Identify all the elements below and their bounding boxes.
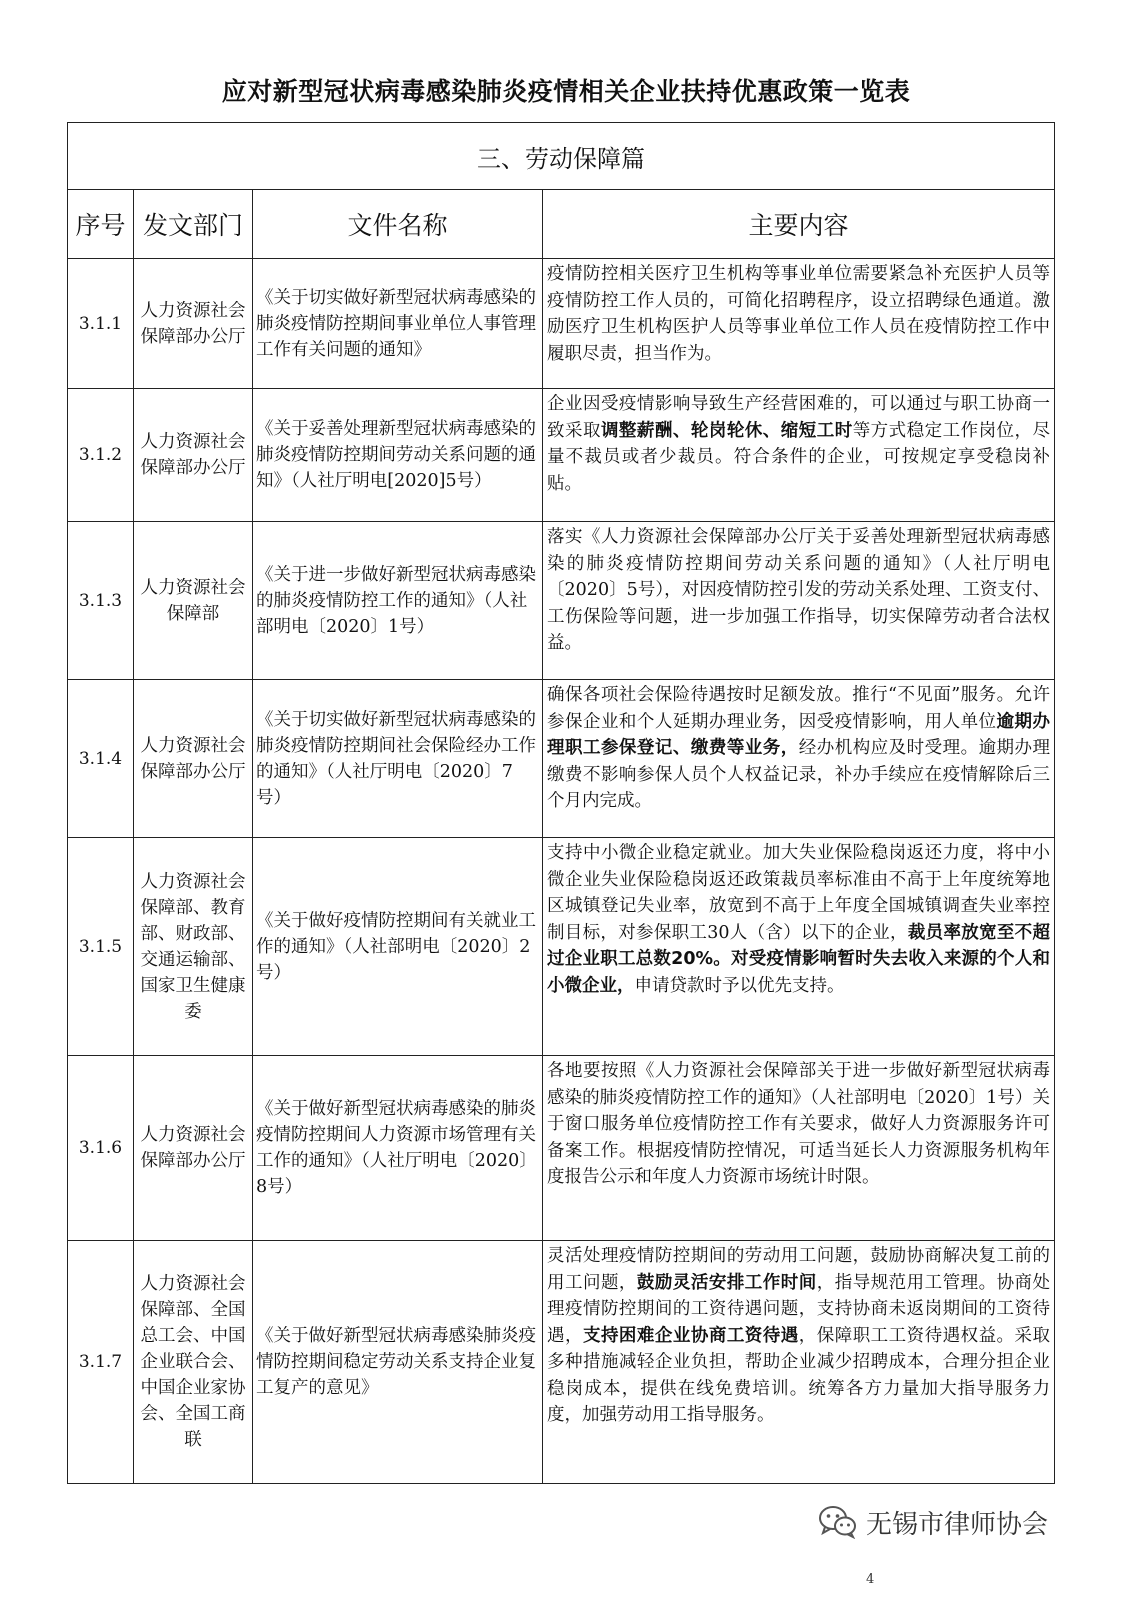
- header-content: 主要内容: [543, 190, 1055, 259]
- row-doc: 《关于做好新型冠状病毒感染的肺炎疫情防控期间人力资源市场管理有关工作的通知》（人社厅明电〔2020〕8号）: [253, 1056, 543, 1241]
- row-doc: 《关于妥善处理新型冠状病毒感染的肺炎疫情防控期间劳动关系问题的通知》（人社厅明电[2020]5号）: [253, 389, 543, 522]
- content-text: 各地要按照《人力资源社会保障部关于进一步做好新型冠状病毒感染的肺炎疫情防控工作的通知》（人社部明电〔2020〕1号）关于窗口服务单位疫情防控工作有关要求，做好人力资源服务许可备案工作。根据疫情防控情况，可适当延长人力资源服务机构年度报告公示和年度人力资源市场统计时限。: [547, 1061, 1050, 1187]
- row-num: 3.1.3: [68, 522, 134, 680]
- row-num: 3.1.5: [68, 838, 134, 1056]
- content-emphasis: 调整薪酬、轮岗轮休、缩短工时: [600, 420, 853, 441]
- header-row: [68, 190, 1055, 259]
- row-dept: 人力资源社会保障部办公厅: [134, 259, 253, 389]
- watermark-text: 无锡市律师协会: [866, 1509, 1049, 1540]
- row-content: [543, 389, 1055, 522]
- table-row: [68, 1056, 1055, 1241]
- content-text: 落实《人力资源社会保障部办公厅关于妥善处理新型冠状病毒感染的肺炎疫情防控期间劳动关系问题的通知》（人社厅明电〔2020〕5号），对因疫情防控引发的劳动关系处理、工资支付、工伤保险等问题，进一步加强工作指导，切实保障劳动者合法权益。: [547, 527, 1050, 653]
- content-text: ，指导规范用工管理。协商处理疫情防控期间的工资待遇问题，支持协商未返岗期间的工资待遇，: [547, 1272, 1051, 1346]
- row-num: 3.1.1: [68, 259, 134, 389]
- row-dept: 人力资源社会保障部、全国总工会、中国企业联合会、中国企业家协会、全国工商联: [134, 1241, 253, 1484]
- header-dept: 发文部门: [134, 190, 253, 259]
- row-num: 3.1.7: [68, 1241, 134, 1484]
- content-emphasis: 裁员率放宽至不超过企业职工总数20%。对受疫情影响暂时失去收入来源的个人和小微企业，: [547, 922, 1050, 996]
- row-dept: 人力资源社会保障部办公厅: [134, 1056, 253, 1241]
- content-text: 企业因受疫情影响导致生产经营困难的，可以通过与职工协商一致采取: [547, 394, 1050, 441]
- row-content: [543, 680, 1055, 838]
- row-dept: 人力资源社会保障部: [134, 522, 253, 680]
- row-doc: 《关于切实做好新型冠状病毒感染的肺炎疫情防控期间事业单位人事管理工作有关问题的通知》: [253, 259, 543, 389]
- table-row: [68, 680, 1055, 838]
- content-text: 支持中小微企业稳定就业。加大失业保险稳岗返还力度，将中小微企业失业保险稳岗返还政策裁员率标准由不高于上年度统筹地区城镇登记失业率，放宽到不高于上年度全国城镇调查失业率控制目标，对参保职工30人（含）以下的企业，: [547, 843, 1050, 943]
- row-dept: 人力资源社会保障部办公厅: [134, 680, 253, 838]
- row-content: [543, 838, 1055, 1056]
- row-dept: 人力资源社会保障部、教育部、财政部、交通运输部、国家卫生健康委: [134, 838, 253, 1056]
- content-text: 经办机构应及时受理。逾期办理缴费不影响参保人员个人权益记录，补办手续应在疫情解除后三个月内完成。: [547, 738, 1051, 811]
- row-num: 3.1.6: [68, 1056, 134, 1241]
- policy-table: [67, 122, 1055, 1484]
- row-num: 3.1.4: [68, 680, 134, 838]
- table-row: [68, 838, 1055, 1056]
- row-dept: 人力资源社会保障部办公厅: [134, 389, 253, 522]
- wechat-icon: [818, 1505, 858, 1539]
- section-row: [68, 123, 1055, 190]
- table-row: [68, 1241, 1055, 1484]
- table-row: [68, 522, 1055, 680]
- header-num: 序号: [68, 190, 134, 259]
- content-emphasis: 支持困难企业协商工资待遇: [582, 1325, 799, 1346]
- row-content: [543, 1241, 1055, 1484]
- watermark: [818, 1502, 1048, 1542]
- row-content: [543, 522, 1055, 680]
- row-num: 3.1.2: [68, 389, 134, 522]
- content-text: 申请贷款时予以优先支持。: [634, 975, 845, 996]
- content-text: 疫情防控相关医疗卫生机构等事业单位需要紧急补充医护人员等疫情防控工作人员的，可简化招聘程序，设立招聘绿色通道。激励医疗卫生机构医护人员等事业单位工作人员在疫情防控工作中履职尽责，担当作为。: [547, 264, 1050, 364]
- row-doc: 《关于做好新型冠状病毒感染肺炎疫情防控期间稳定劳动关系支持企业复工复产的意见》: [253, 1241, 543, 1484]
- content-text: 等方式稳定工作岗位，尽量不裁员或者少裁员。符合条件的企业，可按规定享受稳岗补贴。: [547, 420, 1051, 494]
- row-doc: 《关于做好疫情防控期间有关就业工作的通知》（人社部明电〔2020〕2号）: [253, 838, 543, 1056]
- content-text: 灵活处理疫情防控期间的劳动用工问题，鼓励协商解决复工前的用工问题，: [547, 1246, 1050, 1293]
- content-emphasis: 逾期办理职工参保登记、缴费等业务，: [547, 711, 1051, 758]
- content-text: 确保各项社会保险待遇按时足额发放。推行“不见面”服务。允许参保企业和个人延期办理业务，因受疫情影响，用人单位: [547, 685, 1050, 732]
- section-title: 三、劳动保障篇: [68, 123, 1055, 190]
- row-doc: 《关于进一步做好新型冠状病毒感染的肺炎疫情防控工作的通知》（人社部明电〔2020〕1号）: [253, 522, 543, 680]
- row-content: [543, 1056, 1055, 1241]
- content-text: ，保障职工工资待遇权益。采取多种措施减轻企业负担，帮助企业减少招聘成本，合理分担企业稳岗成本，提供在线免费培训。统筹各方力量加大指导服务力度，加强劳动用工指导服务。: [547, 1325, 1051, 1425]
- page-number: 4: [866, 1572, 875, 1587]
- content-emphasis: 鼓励灵活安排工作时间: [636, 1272, 817, 1293]
- row-content: [543, 259, 1055, 389]
- header-doc: 文件名称: [253, 190, 543, 259]
- table-row: [68, 259, 1055, 389]
- page-title: 应对新型冠状病毒感染肺炎疫情相关企业扶持优惠政策一览表: [221, 77, 911, 106]
- row-doc: 《关于切实做好新型冠状病毒感染的肺炎疫情防控期间社会保险经办工作的通知》（人社厅明电〔2020〕7号）: [253, 680, 543, 838]
- table-row: [68, 389, 1055, 522]
